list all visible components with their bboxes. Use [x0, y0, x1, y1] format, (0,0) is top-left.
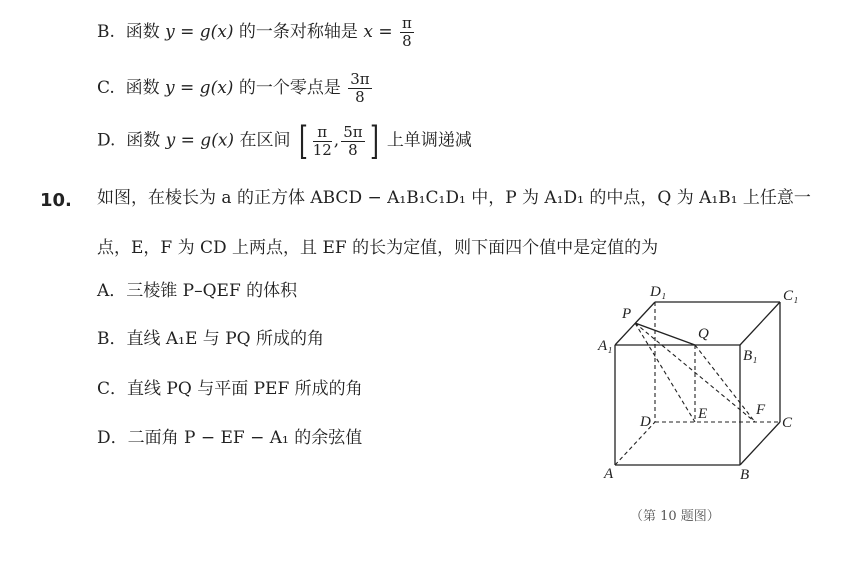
math-expr: x = [363, 22, 393, 42]
option-text: 上单调递减 [386, 130, 472, 151]
option-text: 函数 [126, 130, 161, 151]
option-b [97, 16, 416, 49]
math-expr: y = g(x) [165, 22, 234, 42]
label-c1: C₁ [783, 288, 799, 304]
q10-option-a: A．三棱锥 P–QEF 的体积 [97, 281, 298, 301]
cube-figure [590, 280, 805, 489]
label-p: P [622, 306, 632, 322]
label-a1: A₁ [598, 338, 613, 354]
edge-b1c1 [740, 302, 780, 345]
fraction-numerator: 5π [343, 122, 363, 141]
q10-option-b: B．直线 A₁E 与 PQ 所成的角 [97, 329, 324, 349]
label-q: Q [698, 326, 709, 342]
label-c: C [782, 415, 793, 431]
segment-pq [635, 323, 695, 345]
figure-caption: （第 10 题图） [630, 509, 720, 524]
label-b: B [740, 467, 750, 483]
math-expr: y = g(x) [165, 130, 235, 151]
left-bracket: [ [298, 119, 308, 163]
fraction [341, 122, 364, 159]
fraction-denominator: 8 [355, 88, 365, 106]
fraction-denominator: 8 [402, 32, 412, 50]
question-stem-line2: 点，E，F 为 CD 上两点，且 EF 的长为定值，则下面四个值中是定值的为 [97, 238, 659, 258]
option-text: 在区间 [239, 130, 291, 151]
option-text: 函数 [125, 22, 160, 42]
fraction [312, 122, 332, 159]
fraction-denominator: 8 [348, 140, 358, 159]
option-label: B. [97, 22, 115, 42]
fraction-numerator: π [401, 14, 412, 32]
label-d1: D₁ [650, 284, 667, 300]
option-label: D. [97, 130, 116, 151]
comma: , [333, 130, 340, 151]
option-text: 的一条对称轴是 [238, 22, 358, 42]
math-expr: y = g(x) [165, 78, 234, 98]
option-c [97, 72, 374, 105]
q10-option-d: D．二面角 P − EF − A₁ 的余弦值 [97, 428, 363, 448]
fraction-denominator: 12 [312, 140, 332, 159]
label-b1: B₁ [743, 348, 758, 364]
right-bracket: ] [369, 119, 379, 163]
label-f: F [756, 402, 766, 418]
option-label: C. [97, 78, 115, 98]
edge-bc [740, 422, 780, 465]
segment-pf [635, 323, 758, 422]
q10-option-c: C．直线 PQ 与平面 PEF 所成的角 [97, 379, 363, 399]
option-text: 的一个零点是 [238, 78, 341, 98]
fraction [348, 72, 371, 105]
label-a: A [604, 466, 614, 482]
question-number: 10. [40, 190, 72, 211]
cube-diagram [590, 280, 805, 485]
fraction-numerator: 3π [350, 70, 370, 88]
label-d: D [640, 414, 651, 430]
fraction [400, 16, 414, 49]
option-text: 函数 [125, 78, 160, 98]
option-d [97, 119, 472, 163]
segment-pe [635, 323, 695, 422]
question-stem-line1: 如图，在棱长为 a 的正方体 ABCD − A₁B₁C₁D₁ 中，P 为 A₁D₁ 的中点，Q 为 A₁B₁ 上任意一 [97, 188, 811, 208]
label-e: E [698, 406, 708, 422]
fraction-numerator: π [313, 125, 332, 142]
